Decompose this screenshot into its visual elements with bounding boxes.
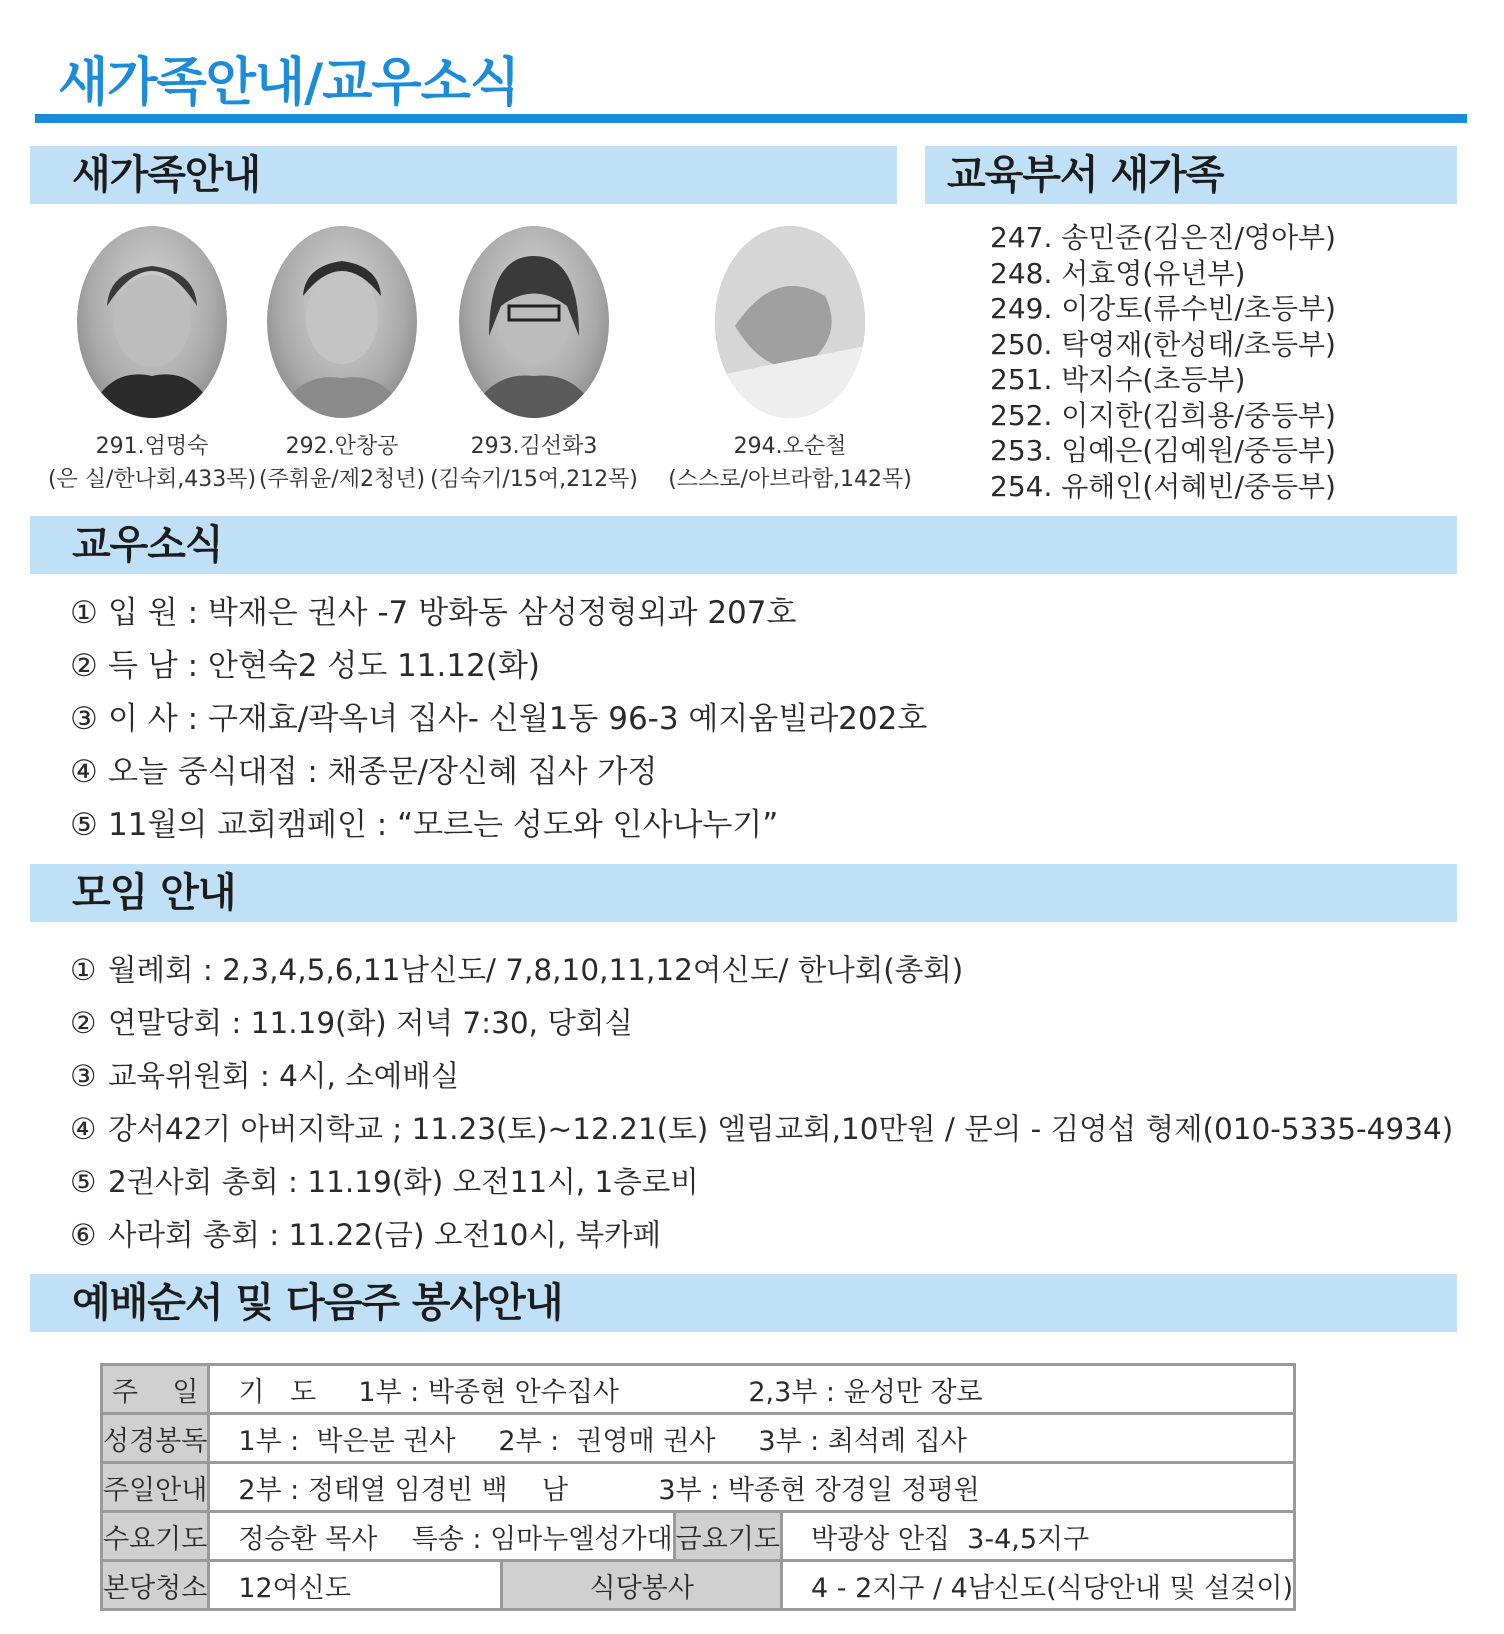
prayer-23: 2,3부 : 윤성만 장로 [748, 1376, 983, 1408]
new-family-detail: (은 실/한나회,433목) [47, 467, 257, 492]
list-item: 252. 이지한(김희용/중등부) [990, 398, 1336, 432]
item-text: 11월의 교회캠페인 : “모르는 성도와 인사나누기” [108, 807, 779, 843]
new-family-name: 293.김선화3 [470, 434, 598, 459]
new-family-card [414, 226, 654, 496]
item-text: 연말당회 : 11.19(화) 저녁 7:30, 당회실 [108, 1006, 633, 1040]
table-cell: 4 - 2지구 / 4남신도(식당안내 및 설겆이) [781, 1561, 1294, 1610]
row-header: 성경봉독 [102, 1414, 209, 1463]
new-family-detail: (김숙기/15여,212목) [430, 467, 638, 492]
meetings-list [70, 944, 1453, 1262]
row-header: 주 일 [102, 1365, 209, 1414]
row-header: 금요기도 [674, 1512, 781, 1561]
section-new-family: 새가족안내 [30, 146, 897, 204]
table-row [102, 1512, 1295, 1561]
item-text: 이 사 : 구재효/곽옥녀 집사- 신월1동 96-3 예지움빌라202호 [108, 701, 928, 737]
table-cell: 박광상 안집 3-4,5지구 [781, 1512, 1294, 1561]
item-text: 오늘 중식대접 : 채종문/장신혜 집사 가정 [108, 754, 658, 790]
list-item [70, 1050, 1453, 1103]
guide-3: 3부 : 박종현 장경일 정평원 [658, 1474, 980, 1506]
row-header: 식당봉사 [502, 1561, 782, 1610]
item-text: 입 원 : 박재은 권사 -7 방화동 삼성정형외과 207호 [108, 595, 797, 631]
list-item: 254. 유해인(서혜빈/중등부) [990, 469, 1336, 503]
list-item [70, 944, 1453, 997]
new-family-name: 292.안창공 [285, 434, 399, 459]
item-number: ③ [70, 1059, 97, 1093]
item-number: ③ [70, 701, 98, 737]
new-family-detail: (주휘윤/제2청년) [258, 467, 426, 492]
service-table [100, 1363, 1296, 1611]
table-row [102, 1561, 1295, 1610]
item-text: 득 남 : 안현숙2 성도 11.12(화) [108, 648, 540, 684]
list-item [70, 1156, 1453, 1209]
item-text: 사라회 총회 : 11.22(금) 오전10시, 북카페 [108, 1218, 662, 1252]
list-item [70, 640, 927, 693]
list-item: 248. 서효영(유년부) [990, 256, 1246, 290]
new-family-name: 291.엄명숙 [95, 434, 209, 459]
item-text: 교육위원회 : 4시, 소예배실 [108, 1059, 460, 1093]
item-number: ⑤ [70, 1165, 97, 1199]
new-family-card [660, 226, 920, 496]
list-item [70, 1209, 1453, 1262]
prayer-1: 1부 : 박종현 안수집사 [358, 1376, 620, 1408]
section-service: 예배순서 및 다음주 봉사안내 [30, 1274, 1457, 1332]
portrait-photo [459, 226, 609, 418]
item-number: ④ [70, 1112, 97, 1146]
list-item [70, 746, 927, 799]
prayer-label: 기 도 [238, 1376, 317, 1408]
bible-3: 3부 : 최석례 집사 [758, 1425, 967, 1457]
table-cell: 12여신도 [209, 1561, 502, 1610]
section-edu-new-family: 교육부서 새가족 [925, 146, 1457, 204]
list-item [70, 997, 1453, 1050]
row-header: 본당청소 [102, 1561, 209, 1610]
bible-2: 2부 : 권영매 권사 [498, 1425, 716, 1457]
item-text: 강서42기 아버지학교 ; 11.23(토)~12.21(토) 엘림교회,10만원 / 문의 - 김영섭 형제(010-5335-4934) [108, 1112, 1454, 1146]
table-row [102, 1463, 1295, 1512]
guide-2: 2부 : 정태열 임경빈 백 남 [238, 1474, 569, 1506]
item-number: ② [70, 1006, 97, 1040]
section-meetings: 모임 안내 [30, 864, 1457, 922]
row-header: 주일안내 [102, 1463, 209, 1512]
praying-hands-photo [715, 226, 865, 418]
list-item [70, 587, 927, 640]
table-row [102, 1365, 1295, 1414]
row-header: 수요기도 [102, 1512, 209, 1561]
list-item: 249. 이강토(류수빈/초등부) [990, 292, 1336, 325]
page-title: 새가족안내/교우소식 [58, 53, 520, 113]
list-item: 251. 박지수(초등부) [990, 363, 1246, 396]
item-number: ① [70, 595, 98, 631]
list-item: 253. 임예은(김예원/중등부) [990, 434, 1336, 467]
item-text: 월례회 : 2,3,4,5,6,11남신도/ 7,8,10,11,12여신도/ 한나회(총회) [108, 953, 964, 987]
item-number: ④ [70, 754, 98, 790]
table-cell: 정승환 목사 특송 : 임마누엘성가대 [209, 1512, 674, 1561]
table-cell [209, 1463, 1295, 1512]
new-family-detail: (스스로/아브라함,142목) [668, 467, 912, 492]
list-item: 247. 송민준(김은진/영아부) [990, 221, 1336, 254]
bible-1: 1부 : 박은분 권사 [238, 1425, 456, 1457]
item-number: ① [70, 953, 97, 987]
section-church-news: 교우소식 [30, 516, 1457, 574]
portrait-photo [77, 226, 227, 418]
church-news-list [70, 587, 927, 852]
title-divider [35, 114, 1467, 123]
edu-new-family-list [990, 220, 1336, 504]
list-item [70, 1103, 1453, 1156]
list-item [70, 799, 927, 852]
item-number: ⑥ [70, 1218, 97, 1252]
table-row [102, 1414, 1295, 1463]
list-item: 250. 탁영재(한성태/초등부) [990, 327, 1336, 361]
table-cell [209, 1414, 1295, 1463]
item-number: ② [70, 648, 98, 684]
item-number: ⑤ [70, 807, 98, 843]
table-cell [209, 1365, 1295, 1414]
list-item [70, 693, 927, 746]
item-text: 2권사회 총회 : 11.19(화) 오전11시, 1층로비 [108, 1165, 699, 1199]
portrait-photo [267, 226, 417, 418]
new-family-name: 294.오순철 [733, 434, 847, 459]
